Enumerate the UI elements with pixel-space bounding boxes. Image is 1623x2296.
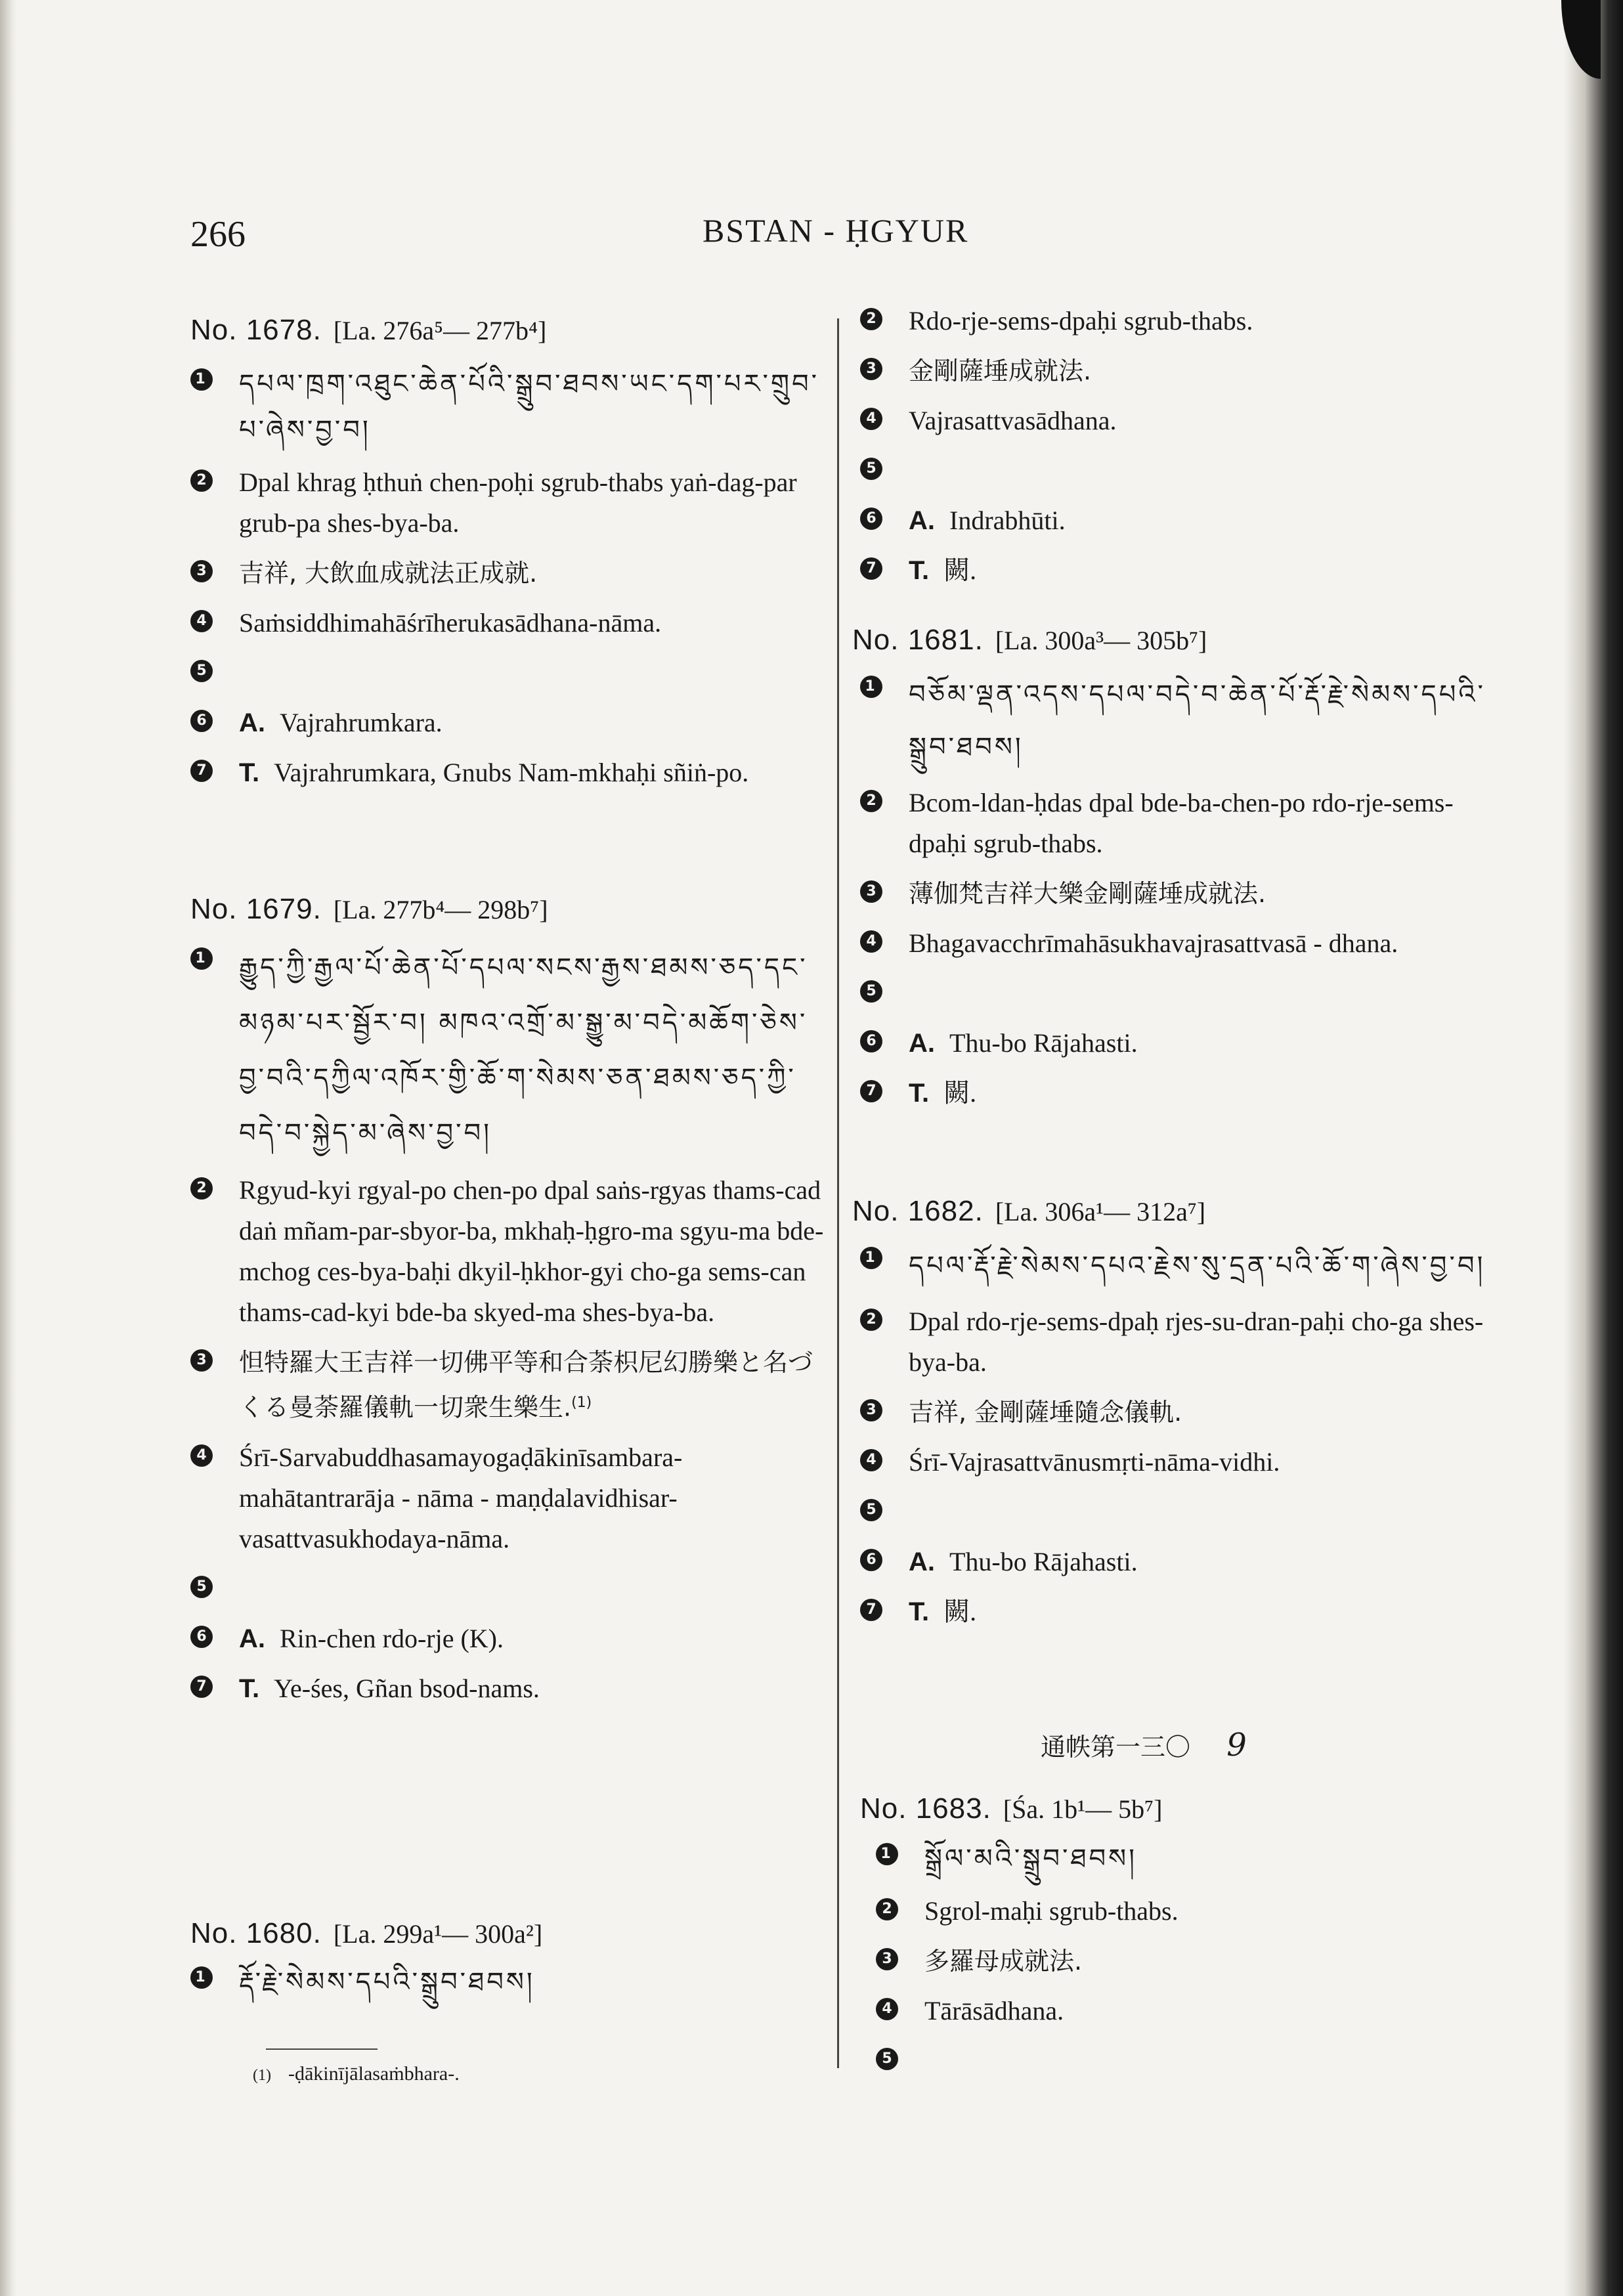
numeral-5-icon: 5 [876, 2048, 898, 2070]
entry-number: No. 1682. [852, 1195, 984, 1227]
entry-number: No. 1678. [190, 314, 322, 346]
catalog-entry-1679 [190, 893, 834, 1709]
field-author: 6 A. Vajrahrumkara. [190, 703, 834, 743]
field-translator: 7 T. Vajrahrumkara, Gnubs Nam-mkhaḥi sñiṅ-po. [190, 752, 834, 793]
numeral-2-icon: 2 [190, 469, 213, 492]
numeral-3-icon: 3 [860, 358, 882, 380]
numeral-7-icon: 7 [190, 1676, 213, 1698]
numeral-1-icon: 1 [860, 676, 882, 698]
numeral-3-icon: 3 [190, 1349, 213, 1372]
footnote-text: -ḍākinījālasaṁbhara-. [288, 2063, 460, 2085]
numeral-4-icon: 4 [860, 408, 882, 430]
field-transliteration: 2 Bcom-ldan-ḥdas dpal bde-ba-chen-po rdo-rje-sems-dpaḥi sgrub-thabs. [860, 783, 1504, 864]
catalog-entry-1678 [190, 314, 834, 793]
field-tibetan-title: 1 དཔལ་ཁྲག་འཐུང་ཆེན་པོའི་སྒྲུབ་ཐབས་ཡང་དག་པར་གྲུབ་པ་ཞེས་བྱ་བ། [190, 361, 834, 453]
entry-number: No. 1679. [190, 893, 322, 925]
folio-reference: [La. 276a⁵— 277b⁴] [333, 316, 547, 345]
entry-heading [190, 314, 834, 347]
field-author: 6 A. Indrabhūti. [860, 500, 1504, 541]
field-translator: 7 T. 闕. [860, 550, 1504, 591]
running-head: BSTAN - ḤGYUR [703, 212, 969, 249]
numeral-2-icon: 2 [860, 790, 882, 812]
field-author: 6 A. Rin-chen rdo-rje (K). [190, 1618, 834, 1659]
numeral-7-icon: 7 [860, 557, 882, 580]
field-translator: 7 T. Ye-śes, Gñan bsod-nams. [190, 1668, 834, 1709]
entry-number: No. 1681. [852, 624, 984, 656]
catalog-entry-1682 [852, 1195, 1504, 1632]
numeral-4-icon: 4 [190, 1444, 213, 1467]
numeral-6-icon: 6 [190, 1626, 213, 1648]
column-divider [837, 318, 839, 2068]
field-transliteration: 2 Dpal khrag ḥthuṅ chen-poḥi sgrub-thabs yaṅ-dag-par grub-pa shes-bya-ba. [190, 462, 834, 544]
volume-note [1041, 1727, 1247, 1767]
field-translator: 7 T. 闕. [860, 1073, 1504, 1114]
numeral-3-icon: 3 [190, 560, 213, 582]
numeral-4-icon: 4 [876, 1998, 898, 2020]
numeral-1-icon: 1 [190, 947, 213, 970]
footnote-mark: (1) [253, 2067, 271, 2084]
numeral-5-icon: 5 [860, 1499, 882, 1521]
page-number: 266 [190, 214, 246, 255]
entry-heading [190, 1917, 834, 1950]
numeral-7-icon: 7 [860, 1599, 882, 1621]
numeral-5-icon: 5 [190, 1576, 213, 1598]
field-sanskrit-title: 4 Bhagavacchrīmahāsukhavajrasattvasā - dhana. [860, 923, 1504, 964]
footnote-rule [266, 2048, 378, 2050]
field-transliteration: 2 Sgrol-maḥi sgrub-thabs. [860, 1891, 1504, 1932]
field-sanskrit-title: 4 Śrī-Vajrasattvānusmṛti-nāma-vidhi. [860, 1442, 1504, 1483]
catalog-entry-1680-continued [860, 301, 1504, 591]
field-tibetan-title: 1 བཅོམ་ལྡན་འདས་དཔལ་བདེ་བ་ཆེན་པོ་རྡོ་རྗེ་སེམས་དཔའི་སྒྲུབ་ཐབས། [860, 668, 1504, 773]
numeral-4-icon: 4 [190, 610, 213, 632]
field-author: 6 A. Thu-bo Rājahasti. [860, 1023, 1504, 1064]
volume-note-text: 通帙第一三〇 [1041, 1733, 1191, 1762]
field-transliteration: 2 Rgyud-kyi rgyal-po chen-po dpal saṅs-rgyas thams-cad daṅ mñam-par-sbyor-ba, mkhaḥ-ḥgro-ma sgyu-ma bde-mchog ces-bya-baḥi dkyil-ḥkhor-gyi cho-ga sems-can thams-cad-kyi bde-ba skyed-ma shes-bya-ba. [190, 1170, 834, 1333]
numeral-6-icon: 6 [860, 508, 882, 530]
numeral-4-icon: 4 [860, 930, 882, 953]
numeral-1-icon: 1 [190, 1966, 213, 1989]
field-translator: 7 T. 闕. [860, 1592, 1504, 1632]
numeral-2-icon: 2 [190, 1177, 213, 1200]
field-blank [860, 2041, 1504, 2081]
field-tibetan-title: 1 དཔལ་རྡོ་རྗེ་སེམས་དཔའ་རྗེས་སུ་དྲན་པའི་ཆོ་ག་ཞེས་བྱ་བ། [860, 1240, 1504, 1292]
field-japanese-title: 3 金剛薩埵成就法. [860, 351, 1504, 391]
numeral-4-icon: 4 [860, 1449, 882, 1471]
scan-left-edge [0, 0, 17, 2296]
numeral-7-icon: 7 [190, 760, 213, 782]
field-sanskrit-title: 4 Śrī-Sarvabuddhasamayogaḍākinīsambara-mahātantrarāja - nāma - maṇḍalavidhisar-vasattvasukhodaya-nāma. [190, 1437, 834, 1559]
entry-heading [190, 893, 834, 926]
field-blank [190, 1569, 834, 1609]
folio-reference: [La. 300a³— 305b⁷] [995, 626, 1207, 655]
catalog-entry-1683 [860, 1792, 1504, 2081]
folio-reference: [La. 299a¹— 300a²] [333, 1919, 543, 1949]
numeral-3-icon: 3 [860, 880, 882, 903]
numeral-2-icon: 2 [860, 308, 882, 330]
field-blank [860, 973, 1504, 1014]
field-sanskrit-title: 4 Tārāsādhana. [860, 1991, 1504, 2031]
footnote-reference: (1) [571, 1395, 592, 1411]
numeral-5-icon: 5 [190, 660, 213, 682]
field-blank [860, 1492, 1504, 1532]
numeral-6-icon: 6 [860, 1030, 882, 1052]
field-transliteration: 2 Dpal rdo-rje-sems-dpaḥ rjes-su-dran-paḥi cho-ga shes-bya-ba. [860, 1301, 1504, 1383]
folio-reference: [Śa. 1b¹— 5b⁷] [1003, 1794, 1163, 1824]
field-japanese-title: 3 怛特羅大王吉祥一切佛平等和合荼枳尼幻勝樂と名づくる曼荼羅儀軌一切衆生樂生.$^{(1)}$ [190, 1342, 834, 1428]
numeral-3-icon: 3 [876, 1948, 898, 1970]
catalog-entry-1681 [852, 624, 1504, 1114]
footnote [253, 2063, 460, 2085]
field-blank [190, 653, 834, 693]
field-japanese-title: 3 吉祥, 金剛薩埵隨念儀軌. [860, 1392, 1504, 1433]
field-author: 6 A. Thu-bo Rājahasti. [860, 1542, 1504, 1582]
numeral-6-icon: 6 [190, 710, 213, 732]
volume-note-handwritten: 9 [1226, 1727, 1247, 1764]
folio-reference: [La. 306a¹— 312a⁷] [995, 1197, 1206, 1226]
numeral-5-icon: 5 [860, 458, 882, 480]
field-sanskrit-title: 4 Vajrasattvasādhana. [860, 401, 1504, 441]
field-japanese-title: 3 多羅母成就法. [860, 1941, 1504, 1982]
field-tibetan-title: 1 རྡོ་རྗེ་སེམས་དཔའི་སྒྲུབ་ཐབས། [190, 1959, 834, 2005]
field-sanskrit-title: 4 Saṁsiddhimahāśrīherukasādhana-nāma. [190, 603, 834, 643]
catalog-entry-1680 [190, 1917, 834, 2005]
field-tibetan-title: 1 སྒྲོལ་མའི་སྒྲུབ་ཐབས། [860, 1836, 1504, 1882]
numeral-2-icon: 2 [876, 1898, 898, 1920]
numeral-2-icon: 2 [860, 1309, 882, 1331]
entry-heading [852, 1195, 1504, 1228]
numeral-7-icon: 7 [860, 1080, 882, 1102]
entry-heading [860, 1792, 1504, 1825]
numeral-5-icon: 5 [860, 980, 882, 1003]
field-blank [860, 450, 1504, 491]
numeral-3-icon: 3 [860, 1399, 882, 1421]
numeral-1-icon: 1 [190, 368, 213, 391]
field-japanese-title: 3 薄伽梵吉祥大樂金剛薩埵成就法. [860, 873, 1504, 914]
numeral-1-icon: 1 [860, 1247, 882, 1269]
folio-reference: [La. 277b⁴— 298b⁷] [333, 895, 548, 924]
field-transliteration: 2 Rdo-rje-sems-dpaḥi sgrub-thabs. [860, 301, 1504, 341]
entry-number: No. 1680. [190, 1917, 322, 1949]
field-tibetan-title: 1 རྒྱུད་ཀྱི་རྒྱལ་པོ་ཆེན་པོ་དཔལ་སངས་རྒྱས་ཐམས་ཅད་དང་མཉམ་པར་སྦྱོར་བ། མཁའ་འགྲོ་མ་སྒྱུ་མ་བདེ་མཆོག་ཅེས་བྱ་བའི་དཀྱིལ་འཁོར་གྱི་ཆོ་ག་སེམས་ཅན་ཐམས་ཅད་ཀྱི་བདེ་བ་སྐྱེད་མ་ཞེས་བྱ་བ། [190, 940, 834, 1161]
entry-number: No. 1683. [860, 1792, 991, 1825]
entry-heading [852, 624, 1504, 657]
field-japanese-title: 3 吉祥, 大飲血成就法正成就. [190, 553, 834, 594]
numeral-6-icon: 6 [860, 1549, 882, 1571]
numeral-1-icon: 1 [876, 1843, 898, 1865]
scan-right-edge [1564, 0, 1623, 2296]
